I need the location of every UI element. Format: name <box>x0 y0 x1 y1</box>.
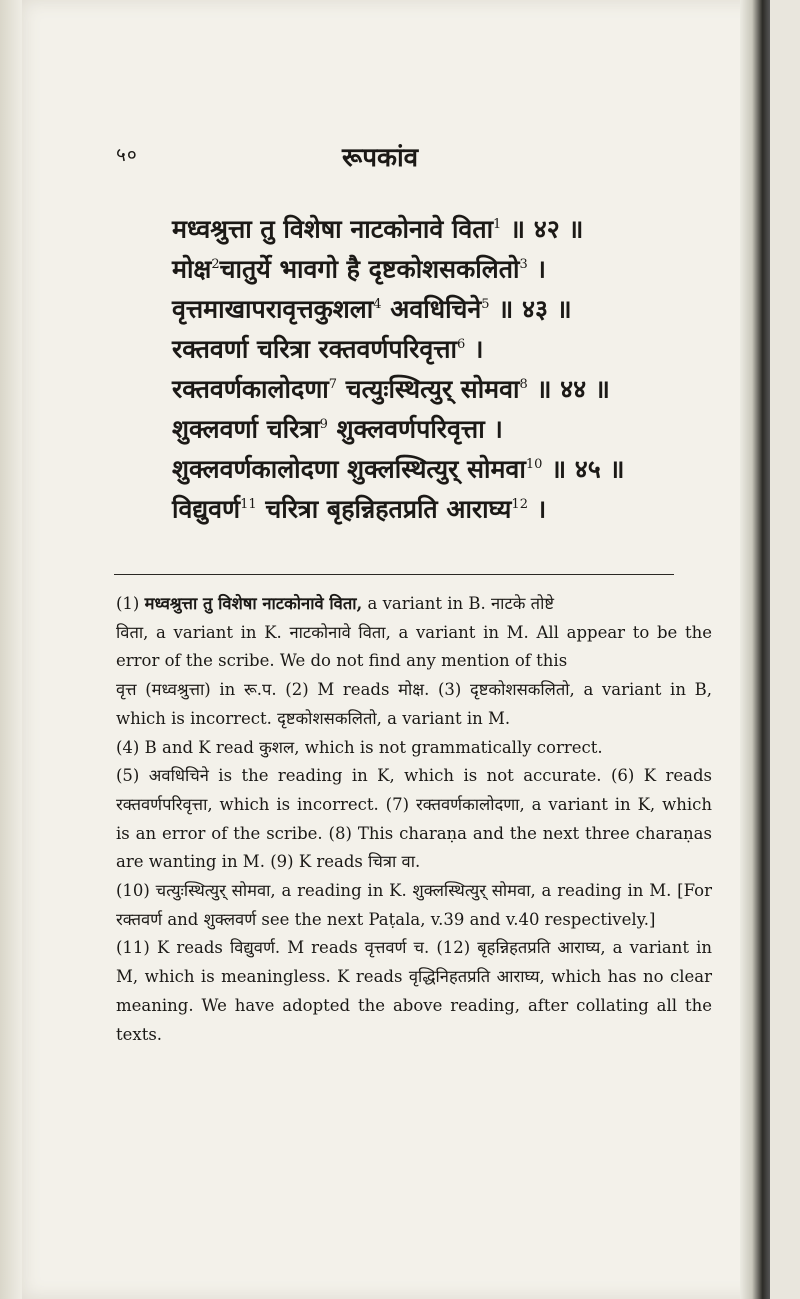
book-page <box>22 0 770 1299</box>
verse-line: शुक्लवर्णा चरित्रा$^9$ शुक्लवर्णपरिवृत्ता । <box>172 414 503 444</box>
page-right-edge <box>740 0 770 1299</box>
footnote-divider <box>114 574 674 575</box>
verse-line: शुक्लवर्णकालोदणा शुक्लस्थित्युर् सोमवा$^{10}$ ॥ ४५ ॥ <box>172 454 625 484</box>
verse-line: मोक्ष$^2$चातुर्ये भावगो है दृष्टकोशसकलितो$^3$ । <box>172 254 546 284</box>
verse-line: वृत्तमाखापरावृत्तकुशला$^4$ अवधिचिने$^5$ ॥ ४३ ॥ <box>172 294 572 324</box>
footnotes <box>116 590 712 1049</box>
footnote: (11) K reads विद्युवर्ण. M reads वृत्तवर्ण च. (12) बृहन्निहतप्रति आराघ्य, a variant in M, which is meaningless. K reads वृद्धिनिहतप्रति आराघ्य, which has no clear meaning. We have adopted the above reading, after collating all the texts. <box>116 938 712 1044</box>
verse-line: रक्तवर्णकालोदणा$^7$ चत्युःस्थित्युर् सोमवा$^8$ ॥ ४४ ॥ <box>172 374 610 404</box>
verse-line: रक्तवर्णा चरित्रा रक्तवर्णपरिवृत्ता$^6$ । <box>172 334 484 364</box>
verse-line: विद्युवर्ण$^{11}$ चरित्रा बृहन्निहतप्रति आराघ्य$^{12}$ । <box>172 494 547 524</box>
footnote: (4) B and K read कुशल, which is not grammatically correct. <box>116 737 603 757</box>
footnote: विता, a variant in K. नाटकोनावे विता, a variant in M. All appear to be the error of the scribe. We do not find any mention of this <box>116 622 712 671</box>
verse-block <box>172 205 712 525</box>
footnote: (5) अवधिचिने is the reading in K, which is not accurate. (6) K reads रक्तवर्णपरिवृत्ता, which is incorrect. (7) रक्तवर्णकालोदणा, a variant in K, which is an error of the scribe. (8) This charaṇa and the next three charaṇas are wanting in M. (9) K reads चित्रा वा. <box>116 766 712 872</box>
verse-line: मध्वश्रुत्ता तु विशेषा नाटकोनावे विता$^1$ ॥ ४२ ॥ <box>172 214 584 244</box>
footnote: (10) चत्युःस्थित्युर् सोमवा, a reading in K. शुक्लस्थित्युर् सोमवा, a reading in M. [For रक्तवर्ण and शुक्लवर्ण see the next Paṭala, v.39 and v.40 respectively.] <box>116 881 712 929</box>
page-number: ५० <box>116 144 138 166</box>
footnote: (1) मध्वश्रुत्ता तु विशेषा नाटकोनावे विता, a variant in B. नाटके तोष्टे <box>116 594 554 613</box>
footnote: वृत्त (मध्वश्रुत्ता) in रू.प. (2) M reads मोक्ष. (3) दृष्टकोशसकलितो, a variant in B, which is incorrect. दृष्टकोशसकलितो, a variant in M. <box>116 680 712 728</box>
page-left-margin <box>0 0 22 1299</box>
running-head: रूपकांव <box>342 143 419 173</box>
